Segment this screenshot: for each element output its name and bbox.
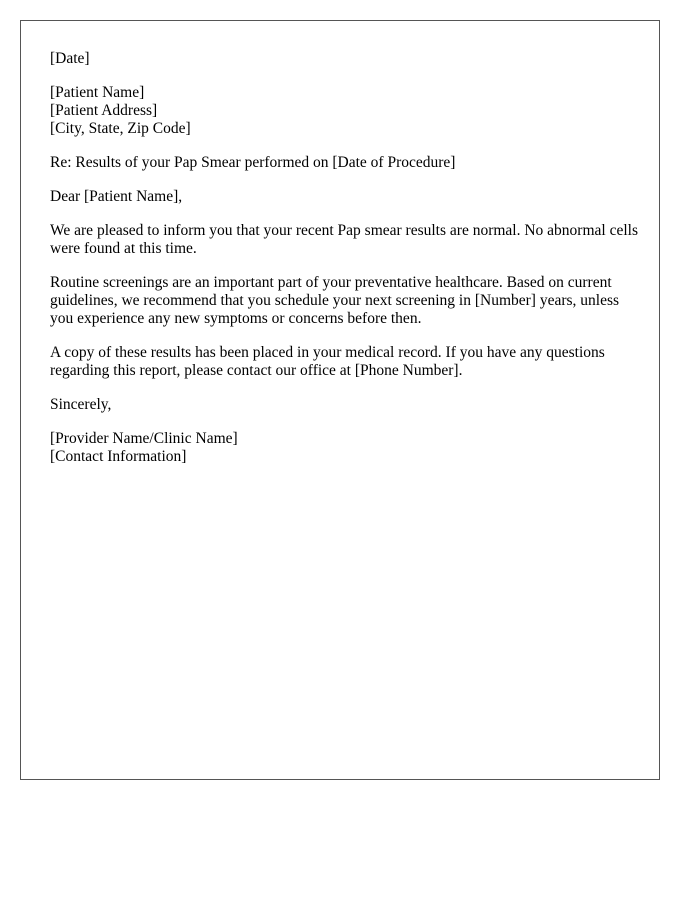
recipient-block [50, 84, 640, 138]
closing: Sincerely, [50, 396, 112, 413]
salutation: Dear [Patient Name], [50, 188, 183, 205]
recipient-address: [Patient Address] [50, 102, 158, 119]
signature-provider: [Provider Name/Clinic Name] [50, 430, 238, 447]
body-paragraph-results: We are pleased to inform you that your recent Pap smear results are normal. No abnormal cells were found at this time. [50, 222, 638, 257]
body-paragraph-screening: Routine screenings are an important part of your preventative healthcare. Based on current guidelines, we recommend that you schedule your next screening in [Number] years, unless you experience any new symptoms or concerns before then. [50, 274, 620, 327]
body-paragraph-record: A copy of these results has been placed in your medical record. If you have any questions regarding this report, please contact our office at [Phone Number]. [50, 344, 605, 379]
recipient-name: [Patient Name] [50, 84, 145, 101]
recipient-city-state-zip: [City, State, Zip Code] [50, 120, 191, 137]
letter-page [20, 20, 660, 780]
signature-block [50, 430, 640, 466]
signature-contact: [Contact Information] [50, 448, 187, 465]
letter-date: [Date] [50, 50, 90, 67]
subject-line: Re: Results of your Pap Smear performed on [Date of Procedure] [50, 154, 456, 171]
letter-body [50, 50, 640, 482]
